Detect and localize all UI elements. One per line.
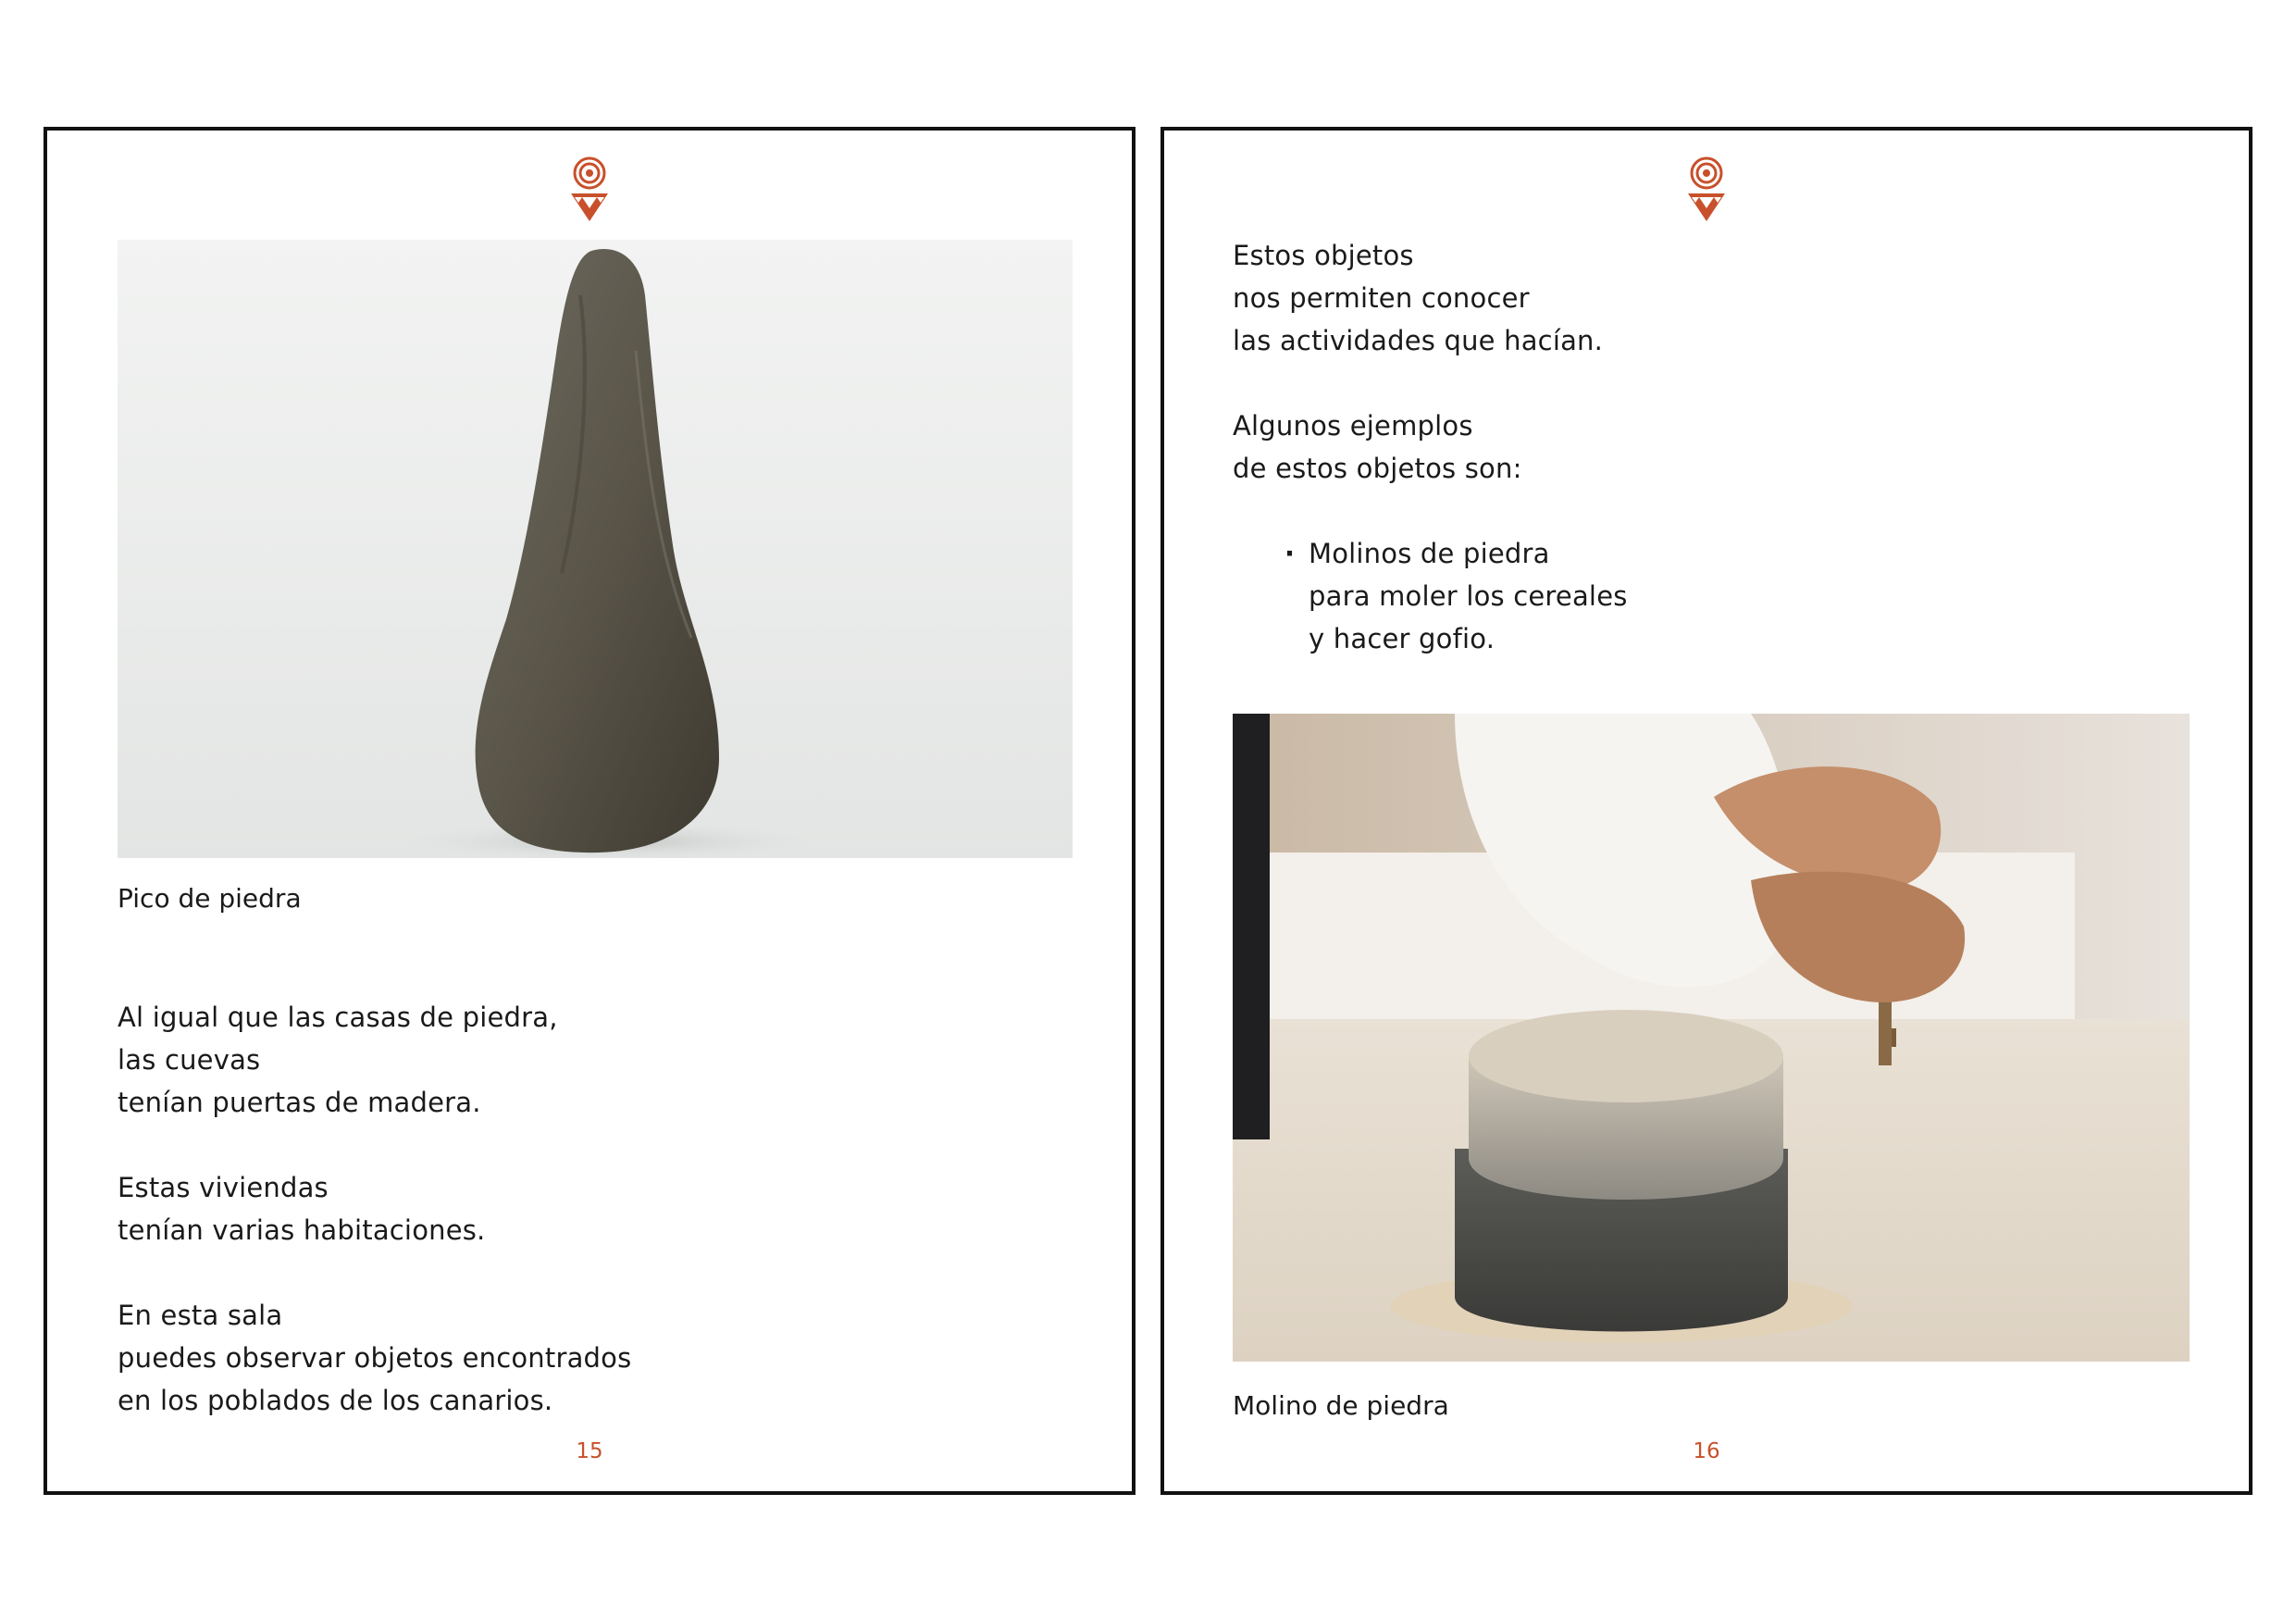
page-left — [43, 127, 1136, 1495]
text-line: las actividades que hacían. — [1233, 325, 1604, 356]
text-line: las cuevas — [118, 1044, 261, 1076]
stone-pick-photo — [118, 240, 1073, 858]
text-line: · Molinos de piedra — [1309, 538, 1550, 569]
stone-mill-photo — [1233, 714, 2190, 1362]
text-line: en los poblados de los canarios. — [118, 1385, 553, 1416]
text-line: para moler los cereales — [1309, 580, 1628, 612]
text-line: Algunos ejemplos — [1233, 410, 1473, 442]
bullet-list — [1285, 532, 1628, 660]
text-line: tenían puertas de madera. — [118, 1087, 481, 1118]
text-line: y hacer gofio. — [1309, 623, 1496, 654]
page-right — [1160, 127, 2253, 1495]
list-item — [1285, 532, 1628, 660]
page-number: 15 — [576, 1439, 603, 1463]
museum-emblem-icon — [1686, 156, 1727, 223]
page-number: 16 — [1693, 1439, 1720, 1463]
body-text-left — [118, 996, 631, 1422]
body-text-right — [1233, 234, 1628, 660]
paragraph — [118, 996, 631, 1124]
paragraph — [1233, 234, 1628, 362]
paragraph — [1233, 404, 1628, 490]
text-line: puedes observar objetos encontrados — [118, 1342, 632, 1374]
paragraph — [118, 1294, 631, 1422]
photo-caption: Molino de piedra — [1233, 1390, 1449, 1421]
text-line: de estos objetos son: — [1233, 453, 1522, 484]
text-line: Al igual que las casas de piedra, — [118, 1002, 558, 1033]
text-line: En esta sala — [118, 1300, 283, 1331]
text-line: Estas viviendas — [118, 1172, 329, 1203]
text-line: nos permiten conocer — [1233, 282, 1530, 314]
photo-caption: Pico de piedra — [118, 883, 302, 914]
paragraph — [118, 1166, 631, 1251]
museum-emblem-icon — [569, 156, 610, 223]
text-line: Estos objetos — [1233, 240, 1414, 271]
text-line: tenían varias habitaciones. — [118, 1214, 486, 1246]
